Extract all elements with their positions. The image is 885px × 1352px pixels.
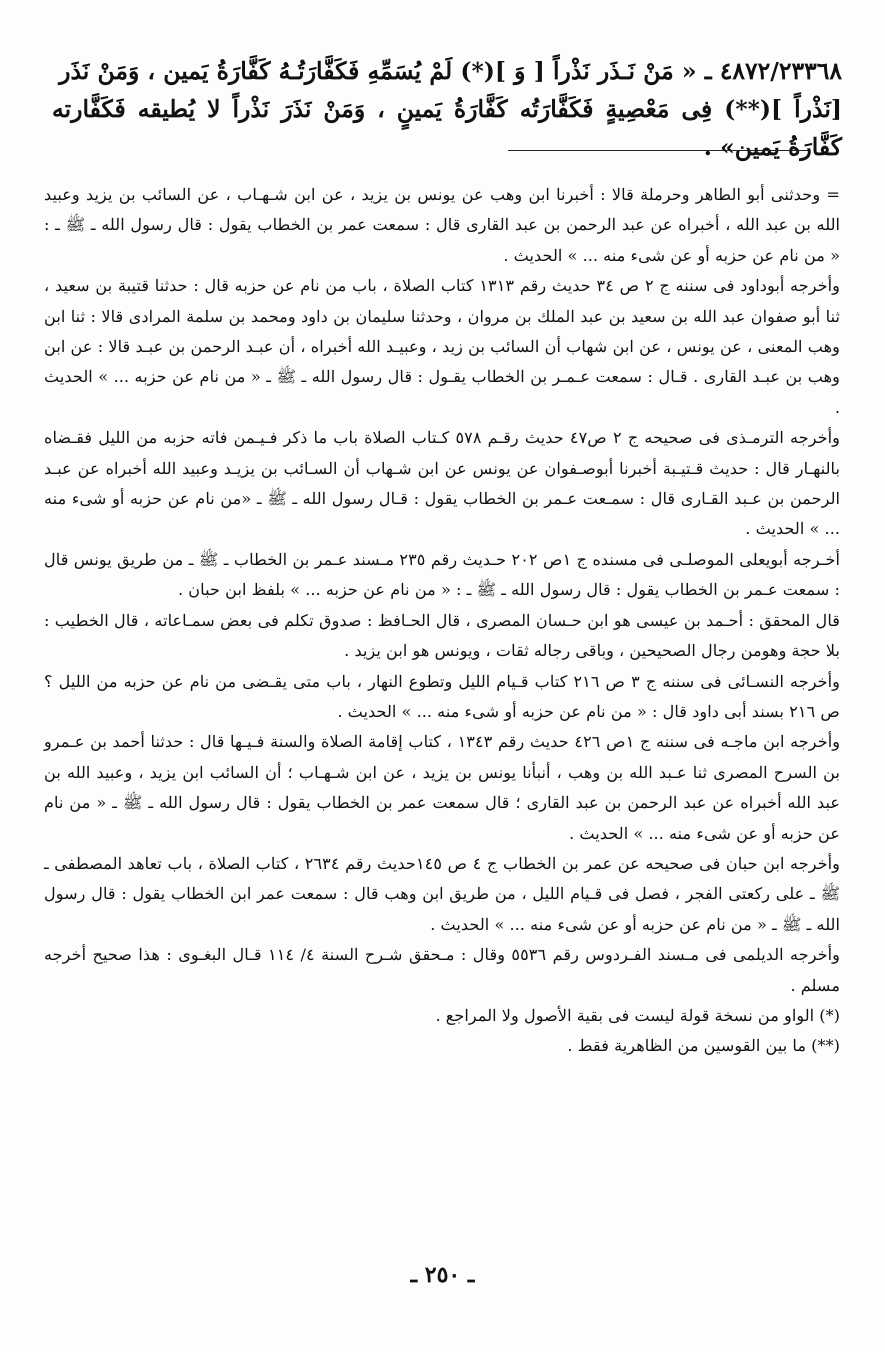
commentary-paragraph: أخـرجه أبويعلى الموصلـى فى مسنده ج ١ص ٢٠٢ حـديث رقم ٢٣٥ مـسند عـمر بن الخطاب ـ ﷺ ـ من طريق يونس قال : سمعت عـمر بن الخطاب يقول : قال رسول الله ـ ﷺ ـ : « من نام عن حزبه ... » بلفظ ابن حبان . xyxy=(44,549,840,600)
commentary-paragraph: وأخرجه النسـائى فى سننه ج ٣ ص ٢١٦ كتاب قـيام الليل وتطوع النهار ، باب متى يقـضى من نام عن حزبه من الليل ؟ ص ٢١٦ بسند أبى داود قال : « من نام عن حزبه أو شىء منه ... » الحديث . xyxy=(44,671,840,721)
commentary-paragraph: وأخرجه الديلمى فى مـسند الفـردوس رقم ٥٥٣٦ وقال : مـحقق شـرح السنة ٤/ ١١٤ قـال البغـوى : هذا صحيح أخرجه مسلم . xyxy=(44,945,840,995)
commentary-paragraph: قال المحقق : أحـمد بن عيسى هو ابن حـسان المصرى ، قال الحـافظ : صدوق تكلم فى بعض سمـاعاته ، قال الخطيب : بلا حجة وهومن رجال الصحيحين ، وباقى رجاله ثقات ، ويونس هو ابن يزيد . xyxy=(44,610,840,661)
footnote: (**) ما بين القوسين من الظاهرية فقط . xyxy=(567,1036,840,1056)
commentary-paragraph: وأخرجه ابن ماجـه فى سننه ج ١ص ٤٢٦ حديث رقم ١٣٤٣ ، كتاب إقامة الصلاة والسنة فـيـها قال : حدثنا أحمد بن عـمرو بن السرح المصرى ثنا عـبد الله بن وهب ، أنبأنا يونس بن يزيد ، عن ابن شـهـاب ؛ أن السائب ابن يزيد ، وعبيد الله بن عبد الله أخبراه عن عبد الرحمن بن عبد القارى ؛ قال سمعت عمر بن الخطاب يقول : قال رسول الله ـ ﷺ ـ « من نام عن حزبه أو عن شىء منه ... » الحديث . xyxy=(44,732,841,843)
commentary-paragraph: وأخرجه ابن حبان فى صحيحه عن عمر بن الخطاب ج ٤ ص ١٤٥حديث رقم ٢٦٣٤ ، كتاب الصلاة ، باب تعاهد المصطفى ـ ﷺ ـ على ركعتى الفجر ، فصل فى قـيام الليل ، من طريق ابن وهب قال : سمعت عمر ابن الخطاب يقول : قال رسول الله ـ ﷺ ـ « من نام عن حزبه أو عن شىء منه ... » الحديث . xyxy=(44,853,840,934)
hadith-line: [نَذْراً ](**) فِى مَعْصِيةٍ فَكَفَّارَتُه كَفَّارَةُ يَمينٍ ، وَمَنْ نَذَرَ نَذْراً لا يُطيقه فَكَفَّارته كَفَّارَةُ يَمين» . xyxy=(52,95,842,161)
commentary-paragraph: = وحدثنى أبو الطاهر وحرملة قالا : أخبرنا ابن وهب عن يونس بن يزيد ، عن ابن شـهـاب ، عن السائب بن يزيد وعبيد الله بن عبد الله ، أخبراه عن عبد الرحمن بن عبد القارى قال : سمعت عمر بن الخطاب يقول : قال رسول الله ـ ﷺ ـ : « من نام عن حزبه أو عن شىء منه ... » الحديث . xyxy=(44,185,840,265)
hadith-text xyxy=(52,52,842,166)
commentary-paragraph: وأخرجه أبوداود فى سننه ج ٢ ص ٣٤ حديث رقم ١٣١٣ كتاب الصلاة ، باب من نام عن حزبه قال : حدثنا قتيبة بن سعيد ، ثنا أبو صفوان عبد الله بن سعيد بن عبد الملك بن مروان ، وحدثنا سليمان بن داود ومحمد بن سلمة المرادى قالا : ثنا ابن وهب المعنى ، عن يونس ، عن ابن شهاب أن السائب بن زيد ، وعبيـد الله أخبراه ، أن عبـد الرحمن بن عبـد قالا : عن ابن وهب بن عبـد القارى . قـال : سمعت عـمـر بن الخطاب يقـول : قال رسول الله ـ ﷺ ـ « من نام عن حزبه ... » الحديث . xyxy=(44,276,840,417)
page-number: ـ ٢٥٠ ـ xyxy=(410,1262,475,1288)
hadith-line: ٤٨٧٢/٢٣٣٦٨ ـ « مَنْ نَـذَر نَذْراً [ وَ ](*) لَمْ يُسَمِّهِ فَكَفَّارَتُـهُ كَفَّارَةُ يَمين ، وَمَنْ نَذَر xyxy=(59,57,842,85)
footnote: (*) الواو من نسخة قولة ليست فى بقية الأصول ولا المراجع . xyxy=(435,1005,840,1025)
commentary-paragraph: وأخرجه الترمـذى فى صحيحه ج ٢ ص٤٧ حديث رقـم ٥٧٨ كـتاب الصلاة باب ما ذكر فـيـمن فاته حزبه من الليل فقـضاه بالنهـار قال : حديث قـتيـبة أخبرنا أبوصـفوان عن يونس عن ابن شـهاب أن السـائب بن يزيـد وعبيد الله أخبراه عن عبـد الرحمن بن عـبد القـارى قال : سمـعت عـمر بن الخطاب يقول : قـال رسول الله ـ ﷺ ـ «من نام عن حزبه أو شىء منه ... » الحديث . xyxy=(44,428,840,539)
commentary xyxy=(44,180,840,1062)
separator-rule xyxy=(508,150,808,151)
